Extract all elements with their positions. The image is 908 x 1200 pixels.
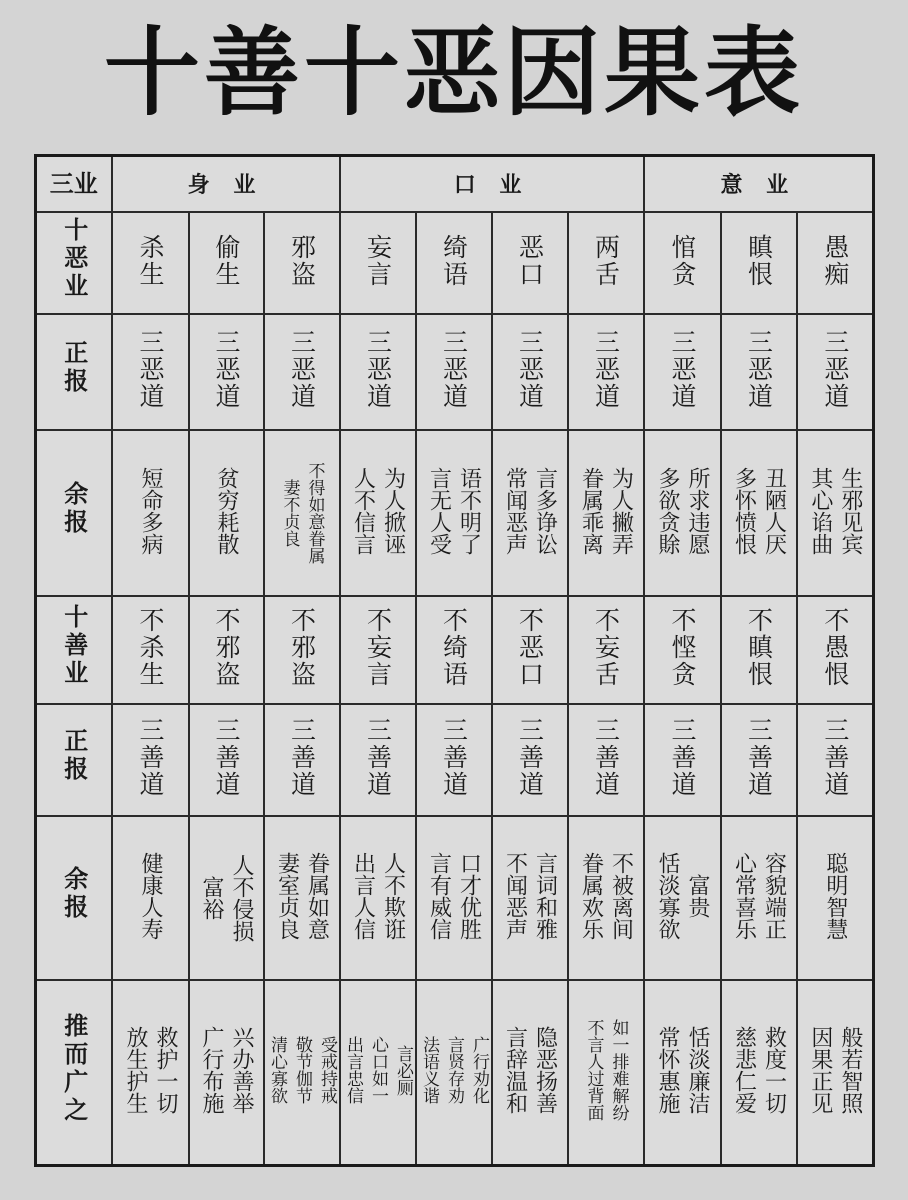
cell-text: 常怀惠施 [655, 1026, 681, 1115]
cell-text: 不言人过背面 [583, 1019, 604, 1122]
row-label-shishan [36, 596, 112, 704]
cell-stack [502, 467, 558, 555]
cell-stack [502, 852, 558, 940]
cell-stack [502, 1026, 558, 1114]
group-header [112, 156, 340, 212]
karma-table [34, 154, 875, 1167]
row-label-text: 余报 [59, 866, 88, 922]
cell-shishan [492, 596, 568, 704]
cell-text: 般若智照 [837, 1026, 863, 1115]
cell-text: 所求违愿 [685, 466, 711, 555]
cell-text: 三善道 [439, 717, 469, 798]
cell-text: 受戒持戒 [317, 1036, 337, 1105]
cell-text: 清心寡欲 [267, 1036, 287, 1105]
cell-stack [426, 852, 482, 940]
cell-text: 因果正见 [807, 1026, 833, 1115]
row-label-shie [36, 212, 112, 314]
cell-text: 兴办善举 [229, 1026, 254, 1115]
cell-yubao2 [264, 816, 340, 980]
group-header-text: 口 业 [453, 173, 530, 199]
cell-stack [731, 852, 787, 940]
row-shie [36, 212, 874, 314]
cell-text: 三善道 [136, 717, 165, 798]
cell-text: 出言忠信 [343, 1036, 363, 1105]
cell-yubao2 [721, 816, 797, 980]
cell-text: 广行布施 [199, 1026, 224, 1115]
cell-shie [568, 212, 644, 314]
cell-stack [578, 467, 634, 555]
cell-text: 言有威信 [426, 851, 452, 940]
cell-text: 广行劝化 [469, 1036, 489, 1105]
cell-shie [492, 212, 568, 314]
row-zhengbao1 [36, 314, 874, 430]
cell-text: 三恶道 [515, 329, 545, 410]
cell-zhengbao2 [644, 704, 721, 816]
cell-shishan [568, 596, 644, 704]
cell-text: 偷生 [212, 233, 241, 288]
cell-text: 言贤存劝 [444, 1036, 464, 1105]
cell-tuier [416, 980, 492, 1166]
cell-stack [426, 467, 482, 555]
cell-text: 慈悲仁爱 [731, 1026, 757, 1115]
cell-text: 三善道 [515, 717, 545, 798]
cell-stack [654, 852, 710, 940]
cell-text: 语不明了 [456, 466, 482, 555]
cell-text: 多欲贪賖 [655, 466, 681, 555]
cell-text: 言词和雅 [532, 851, 558, 940]
cell-stack [198, 854, 254, 942]
cell-text: 不瞋恨 [744, 607, 774, 688]
cell-text: 为人撇弄 [608, 466, 634, 555]
cell-text: 三善道 [820, 717, 850, 798]
cell-shishan [340, 596, 416, 704]
cell-text: 愚痴 [820, 233, 850, 288]
cell-yubao1 [340, 430, 416, 596]
cell-tuier [721, 980, 797, 1166]
cell-text: 常闻恶声 [502, 466, 528, 555]
cell-yubao1 [264, 430, 340, 596]
cell-tuier [112, 980, 189, 1166]
cell-text: 富贵 [685, 873, 711, 918]
cell-stack [807, 467, 863, 555]
cell-text: 言无人受 [426, 466, 452, 555]
row-label-text: 余报 [59, 481, 88, 537]
cell-text: 敬节伽节 [292, 1036, 312, 1105]
cell-text: 心常喜乐 [731, 851, 757, 940]
cell-stack [731, 1026, 787, 1114]
group-header [340, 156, 644, 212]
row-label-sanye [36, 156, 112, 212]
group-header-text: 身 业 [187, 173, 264, 199]
cell-text: 三恶道 [363, 329, 393, 410]
cell-shishan [189, 596, 264, 704]
cell-tuier [797, 980, 874, 1166]
cell-stack [350, 852, 406, 940]
cell-stack [418, 1036, 489, 1104]
cell-stack [279, 462, 325, 564]
cell-zhengbao1 [568, 314, 644, 430]
cell-text: 不妄言 [363, 607, 393, 688]
cell-zhengbao2 [416, 704, 492, 816]
cell-text: 妻室贞良 [274, 851, 300, 940]
cell-text: 两舌 [591, 233, 621, 288]
cell-text: 三恶道 [439, 329, 469, 410]
cell-text: 不邪盗 [212, 607, 241, 688]
header-row [36, 156, 874, 212]
cell-text: 不邪盗 [287, 607, 317, 688]
row-label-text: 推而广之 [59, 1012, 88, 1125]
cell-text: 人不侵损 [229, 853, 254, 942]
cell-text: 不杀生 [136, 607, 165, 688]
row-label-text: 十恶业 [59, 217, 88, 301]
cell-yubao2 [112, 816, 189, 980]
cell-tuier [492, 980, 568, 1166]
cell-yubao1 [492, 430, 568, 596]
cell-text: 不绮语 [439, 607, 469, 688]
cell-zhengbao2 [264, 704, 340, 816]
cell-yubao2 [644, 816, 721, 980]
cell-stack [137, 852, 163, 940]
cell-tuier [568, 980, 644, 1166]
cell-text: 言辞温和 [502, 1026, 528, 1115]
cell-text: 容貌端正 [761, 851, 787, 940]
cell-text: 不愚恨 [820, 607, 850, 688]
cell-yubao1 [568, 430, 644, 596]
cell-text: 恬淡廉洁 [685, 1026, 711, 1115]
group-header-text: 意 业 [720, 173, 797, 199]
cell-text: 恶口 [515, 233, 545, 288]
row-label-text: 正报 [59, 728, 88, 784]
row-label-yubao1 [36, 430, 112, 596]
cell-stack [731, 467, 787, 555]
cell-text: 救护一切 [153, 1026, 178, 1115]
cell-text: 为人掀诬 [380, 466, 406, 555]
cell-stack [198, 1026, 254, 1114]
cell-stack [654, 467, 710, 555]
cell-text: 悺贪 [668, 233, 698, 288]
cell-zhengbao1 [340, 314, 416, 430]
cell-stack [213, 467, 239, 555]
cell-shishan [112, 596, 189, 704]
cell-zhengbao1 [416, 314, 492, 430]
cell-text: 聪明智慧 [822, 851, 848, 940]
row-label-zhengbao1 [36, 314, 112, 430]
cell-text: 不悭贪 [668, 607, 698, 688]
cell-yubao2 [568, 816, 644, 980]
cell-text: 不恶口 [515, 607, 545, 688]
cell-text: 三恶道 [136, 329, 165, 410]
cell-zhengbao2 [189, 704, 264, 816]
cell-text: 妄言 [363, 233, 393, 288]
cell-yubao2 [416, 816, 492, 980]
cell-shishan [264, 596, 340, 704]
cell-text: 三善道 [668, 717, 698, 798]
row-label-tuier [36, 980, 112, 1166]
cell-text: 邪盗 [287, 233, 317, 288]
cell-text: 隐恶扬善 [532, 1026, 558, 1115]
cell-yubao1 [797, 430, 874, 596]
cell-yubao1 [721, 430, 797, 596]
cell-zhengbao2 [112, 704, 189, 816]
row-label-zhengbao2 [36, 704, 112, 816]
cell-stack [274, 852, 330, 940]
cell-yubao1 [189, 430, 264, 596]
cell-shie [112, 212, 189, 314]
cell-text: 绮语 [439, 233, 469, 288]
cell-zhengbao1 [644, 314, 721, 430]
cell-yubao1 [644, 430, 721, 596]
cell-text: 三善道 [591, 717, 621, 798]
cell-text: 丑陋人厌 [761, 466, 787, 555]
cell-tuier [340, 980, 416, 1166]
cell-shishan [797, 596, 874, 704]
cell-text: 三善道 [363, 717, 393, 798]
cell-text: 言多诤讼 [532, 466, 558, 555]
page-title: 十善十恶因果表 [104, 17, 804, 129]
cell-stack [583, 1019, 629, 1121]
cell-text: 三恶道 [591, 329, 621, 410]
cell-text: 眷属欢乐 [578, 851, 604, 940]
cell-text: 三恶道 [668, 329, 698, 410]
cell-text: 言必厕 [393, 1044, 413, 1096]
cell-tuier [189, 980, 264, 1166]
cell-text: 其心谄曲 [807, 466, 833, 555]
cell-zhengbao1 [721, 314, 797, 430]
row-yubao1 [36, 430, 874, 596]
cell-zhengbao2 [797, 704, 874, 816]
cell-zhengbao1 [492, 314, 568, 430]
cell-shishan [416, 596, 492, 704]
cell-stack [122, 1026, 178, 1114]
cell-shie [416, 212, 492, 314]
cell-text: 瞋恨 [744, 233, 774, 288]
cell-zhengbao1 [797, 314, 874, 430]
cell-zhengbao1 [264, 314, 340, 430]
cell-zhengbao2 [492, 704, 568, 816]
cell-text: 恬淡寡欲 [655, 851, 681, 940]
cell-stack [342, 1036, 413, 1104]
cell-text: 杀生 [136, 233, 165, 288]
cell-text: 不得如意眷属 [304, 461, 325, 564]
cell-shishan [721, 596, 797, 704]
cell-text: 眷属如意 [304, 851, 330, 940]
cell-stack [578, 852, 634, 940]
cell-text: 三善道 [287, 717, 317, 798]
row-yubao2 [36, 816, 874, 980]
cell-tuier [264, 980, 340, 1166]
cell-stack [350, 467, 406, 555]
cell-shie [189, 212, 264, 314]
cell-text: 健康人寿 [138, 851, 163, 940]
cell-yubao2 [492, 816, 568, 980]
cell-text: 不被离间 [608, 851, 634, 940]
cell-zhengbao2 [721, 704, 797, 816]
cell-text: 救度一切 [761, 1026, 787, 1115]
cell-text: 贫穷耗散 [214, 466, 239, 555]
cell-zhengbao1 [189, 314, 264, 430]
cell-stack [137, 467, 163, 555]
cell-shishan [644, 596, 721, 704]
cell-text: 生邪见宾 [837, 466, 863, 555]
cell-yubao2 [340, 816, 416, 980]
row-tuier [36, 980, 874, 1166]
cell-shie [264, 212, 340, 314]
cell-text: 不妄舌 [591, 607, 621, 688]
cell-yubao1 [112, 430, 189, 596]
cell-shie [340, 212, 416, 314]
cell-text: 眷属乖离 [578, 466, 604, 555]
cell-text: 如一排难解纷 [608, 1019, 629, 1122]
cell-yubao1 [416, 430, 492, 596]
cell-yubao2 [797, 816, 874, 980]
cell-shie [721, 212, 797, 314]
row-label-text: 正报 [59, 340, 88, 396]
cell-text: 人不欺诳 [380, 851, 406, 940]
cell-zhengbao2 [568, 704, 644, 816]
cell-text: 三恶道 [212, 329, 241, 410]
cell-shie [644, 212, 721, 314]
cell-text: 三善道 [212, 717, 241, 798]
cell-text: 三善道 [744, 717, 774, 798]
cell-tuier [644, 980, 721, 1166]
row-label-text: 十善业 [59, 604, 88, 688]
cell-yubao2 [189, 816, 264, 980]
cell-text: 口才优胜 [456, 851, 482, 940]
group-header [644, 156, 874, 212]
cell-text: 妻不贞良 [279, 478, 300, 547]
cell-text: 三恶道 [820, 329, 850, 410]
cell-stack [822, 852, 848, 940]
cell-stack [807, 1026, 863, 1114]
cell-text: 短命多病 [138, 466, 163, 555]
cell-text: 三恶道 [744, 329, 774, 410]
cell-text: 不闻恶声 [502, 851, 528, 940]
cell-text: 人不信言 [350, 466, 376, 555]
cell-stack [266, 1036, 337, 1104]
row-zhengbao2 [36, 704, 874, 816]
cell-text: 心口如一 [368, 1036, 388, 1105]
row-label-text: 三业 [49, 169, 98, 198]
cell-text: 放生护生 [123, 1026, 148, 1115]
cell-text: 出言人信 [350, 851, 376, 940]
row-label-yubao2 [36, 816, 112, 980]
cell-text: 多怀愤恨 [731, 466, 757, 555]
cell-text: 三恶道 [287, 329, 317, 410]
cell-text: 法语义谐 [419, 1036, 439, 1105]
cell-stack [654, 1026, 710, 1114]
cell-text: 富裕 [199, 875, 224, 920]
cell-zhengbao2 [340, 704, 416, 816]
row-shishan [36, 596, 874, 704]
cell-shie [797, 212, 874, 314]
cell-zhengbao1 [112, 314, 189, 430]
